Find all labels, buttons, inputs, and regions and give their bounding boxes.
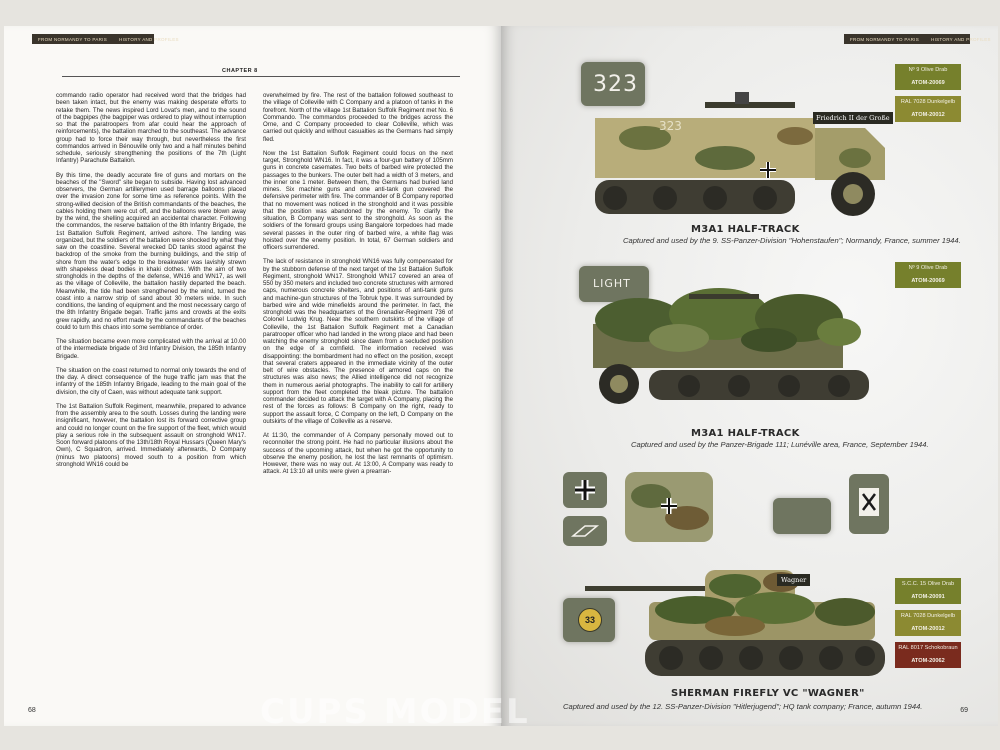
paint-swatch xyxy=(895,262,961,288)
running-header-right xyxy=(844,34,991,44)
sherman-firefly-illustration xyxy=(585,550,905,690)
division-emblem-icon xyxy=(849,474,889,534)
paint-code: Nº 9 Olive Drab xyxy=(895,64,961,77)
paragraph: commando radio operator had received word that the bridges had been taken intact, but the enemy was making desperate efforts to retake them. The news inspired Lord Lovat's men, and to the sound of the bagpipes (the bagpiper was ordered to play without interruption so that the paratroopers from afar could hear the approach of reinforcements), the battalion marched to the southeast. The advance group had to force their way through, but nevertheless the first commandos arrived in Bénouville only two and a half minutes behind schedule, seriously strengthening the positions of the 7th (Light Infantry) Parachute Battalion. xyxy=(56,92,246,165)
paint-swatch xyxy=(895,642,961,668)
division-marking-plate xyxy=(849,474,889,534)
chapter-heading: CHAPTER 8 xyxy=(222,68,258,74)
paragraph: The lack of resistance in stronghold WN16 was fully compensated for by the stubborn defense of the next target of the 1st Battalion Suffolk Regiment, stronghold WN17. Stronghold WN17 covered an area of 550 by 350 meters and included two concrete structures with armored caps, numerous concrete shelters, and positions of anti-tank guns and machine-gun structures of the Tobruk type. It was surrounded by barbed wire and wide minefields around the perimeter. In fact, the stronghold was the headquarters of the Grenadier-Regiment 736 of Colonel Ludwig Krug. Near the southern outskirts of the village of Colleville, the 1st Battalion Suffolk Regiment met a Canadian paratrooper officer who had landed in the wrong place and had been watching the enemy stronghold since dawn from a secluded position on the edge of a cornfield. The information received was disappointing: the bombardment had no effect on the position, except that several craters appeared in the immediate vicinity of the outer belt of wire obstacles. The presence of armored caps on the structures was also news; the Allied intelligence did not recognize them in numerous aerial photographs. The inability to call for artillery support from the fleet completed the bleak picture. The battalion commander decided to attack the target with A Company, placing the rest of the forces as follows: B Company on the right, ready to support the assault force, C Company on the left, D Company on the outskirts of the village of Colleville as a reserve. xyxy=(263,258,453,425)
right-page xyxy=(501,26,998,726)
paragraph: The situation became even more complicated with the arrival at 10.00 of the intermediate brigade of 3rd Infantry Division, the 185th Infantry Brigade. xyxy=(56,338,246,360)
chapter-rule xyxy=(62,76,460,77)
paint-swatch xyxy=(895,64,961,90)
paint-swatch xyxy=(895,610,961,636)
profile-caption: Captured and used by the 9. SS-Panzer-Division "Hohenstaufen"; Normandy, France, summer 1944. xyxy=(623,236,961,245)
profile-caption: Captured and used by the 12. SS-Panzer-Division "Hitlerjugend"; HQ tank company; France, autumn 1944. xyxy=(563,702,923,711)
paint-ref: ATOM-20062 xyxy=(895,655,961,668)
paint-ref: ATOM-20012 xyxy=(895,623,961,636)
arrow-marking-plate xyxy=(563,516,607,546)
paint-ref: ATOM-20091 xyxy=(895,591,961,604)
cross-marking-plate xyxy=(563,472,607,508)
paragraph: The 1st Battalion Suffolk Regiment, meanwhile, prepared to advance from the assembly area to the south. Losses during the landing were insignificant, however, the battalion lost its forward corrective group and could no longer count on the fire support of the fleet, which would play a serious role in the subsequent assault on stronghold WN17. Soon forward platoons of the 13th/18th Royal Hussars (Queen Mary's Own), C Squadron, arrived. Immediately afterwards, D Company (minus two platoons) moved south to a position from which stronghold WN16 could be xyxy=(56,402,246,468)
magazine-spread xyxy=(4,26,998,728)
paint-swatch xyxy=(895,96,961,122)
paragraph: The situation on the coast returned to normal only towards the end of the day. A direct consequence of the huge traffic jam was that the infantry of the 185th Infantry Brigade, leading to the main goal of the division, the city of Caen, was without adequate tank support. xyxy=(56,366,246,396)
turret-number-disc: 33 xyxy=(578,608,602,632)
profile-caption: Captured and used by the Panzer-Brigade 111; Lunéville area, France, September 1944. xyxy=(631,440,929,449)
paint-code: Nº 9 Olive Drab xyxy=(895,262,961,275)
page-number-right: 69 xyxy=(960,707,968,714)
paint-code: RAL 8017 Schokobraun xyxy=(895,642,961,655)
left-page xyxy=(4,26,501,726)
stencil-number: 323 xyxy=(593,72,638,97)
watermark-text: CUPS MODEL xyxy=(260,692,530,732)
text-column-2 xyxy=(263,92,453,483)
paragraph: Now the 1st Battalion Suffolk Regiment could focus on the next target, Stronghold WN16. In fact, it was a four-gun battery of 105mm guns in concrete casemates. Two belts of barbed wire protected the passages to the bunkers. The outer belt had a width of 3 meters, and the inner one 1 meter. Between them, the Germans had buried land mines. Six machine guns and one anti-tank gun covered the defensive perimeter with fire. The commander of B Company reported that no movement was noticed in the stronghold and it was possible that the position was abandoned by the enemy. To clarify the situation, B Company was sent to the stronghold. As soon as the soldiers of the forward groups using Bangalore torpedoes had made several passes in the outer ring of barbed wire, a white flag was hoisted over the enemy position. In total, 67 German soldiers and officers surrendered. xyxy=(263,149,453,251)
paint-ref: ATOM-20069 xyxy=(895,77,961,90)
series-label: FROM NORMANDY TO PARIS xyxy=(850,36,920,42)
running-header xyxy=(32,34,179,44)
paint-code: RAL 7028 Dunkelgelb xyxy=(895,610,961,623)
halftrack-foliage-illustration xyxy=(579,284,909,406)
turret-detail-illustration xyxy=(621,466,717,548)
vehicle-name-plate: Wagner xyxy=(777,574,810,586)
stencil-word: LIGHT xyxy=(593,277,631,290)
paint-code: S.C.C. 15 Olive Drab xyxy=(895,578,961,591)
paint-swatch xyxy=(895,578,961,604)
vehicle-name-plate: Friedrich II der Große xyxy=(813,112,893,124)
profile-title: M3A1 HALF-TRACK xyxy=(691,428,800,439)
paragraph: At 11:30, the commander of A Company personally moved out to reconnoiter the strong point. He had no particular illusions about the success of the upcoming attack, but when he got the opportunity to observe the enemy position, he lost the last remnants of optimism. However, there was no way out. At 13:00, A Company was ready to attack. At 13:10 all units were given a prearran- xyxy=(263,432,453,476)
balkenkreuz-icon xyxy=(563,472,607,508)
tactical-sign-icon xyxy=(563,516,607,546)
page-number-left: 68 xyxy=(28,707,36,714)
series-label: FROM NORMANDY TO PARIS xyxy=(38,36,108,42)
paint-ref: ATOM-20069 xyxy=(895,275,961,288)
text-column-1 xyxy=(56,92,246,475)
paragraph: overwhelmed by fire. The rest of the battalion followed southeast to the village of Colleville with C Company and a platoon of tanks in the forefront. North of the village 1st Battalion Suffolk Regiment met No. 6 Commando. The commandos proceeded to the bridges across the Orne, and C Company proceeded to clear Colleville, which was carried out quickly and without casualties as the Germans had simply fled. xyxy=(263,92,453,143)
profile-title: M3A1 HALF-TRACK xyxy=(691,224,800,235)
unit-marking-plate xyxy=(773,498,831,534)
halftrack-camo-illustration xyxy=(585,88,915,238)
paragraph: By this time, the deadly accurate fire of guns and mortars on the beaches of the "Sword" site began to subside. Having lost advanced observers, the German artillerymen used barrage balloons placed over the invasion zone for some time as reference points. With the strong-willed decision of the British commandants of the beaches, the cables holding them were cut off, and the balloons were blown away by the wind, the shelling acquired an accidental character. Following the commandos, the reserve battalion of the 8th Infantry Brigade, the 1st Battalion Suffolk Regiment, arrived ashore. The landing was organized, but the soldiers of the battalion were shocked by what they saw on the coastline. Several wrecked DD tanks stood against the backdrop of the smoke from the burning buildings, and the strip of shore from the water's edge to the breakwater was lavishly strewn with shapeless dead bodies in khaki clothes. With the aim of two strongholds in the depths of the defense, WN16 and WN17, as well as the village of Colleville, the battalion hastily departed the beach. Meanwhile, the tide had been strengthened by the wind, turned the coast into a narrow strip of sand about 30 meters wide. In such conditions, the landing of equipment and the most necessary cargo of the 8th Infantry Brigade began. Traffic jams and crowds at the exits grew rapidly, and no effort made by the commandants of the beaches could to turn this chaos into some semblance of order. xyxy=(56,171,246,331)
section-label: HISTORY AND PROFILES xyxy=(931,36,991,42)
profile-title: SHERMAN FIREFLY VC "WAGNER" xyxy=(671,688,865,699)
paint-ref: ATOM-20012 xyxy=(895,109,961,122)
paint-code: RAL 7028 Dunkelgelb xyxy=(895,96,961,109)
section-label: HISTORY AND PROFILES xyxy=(119,36,179,42)
side-number: 323 xyxy=(659,119,682,133)
